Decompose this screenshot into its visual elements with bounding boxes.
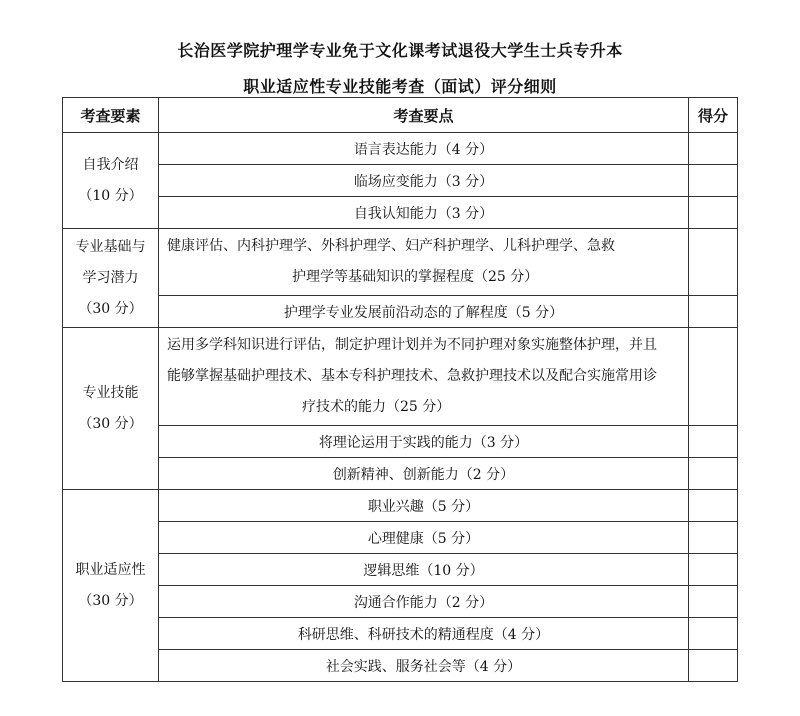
criterion-cell: [159, 229, 689, 296]
category-label: 学习潜力: [82, 269, 139, 286]
table-row: [63, 197, 738, 229]
table-row: [63, 426, 738, 458]
document-title-line1: 长治医学院护理学专业免于文化课考试退役大学生士兵专升本: [177, 41, 623, 60]
header-score: 得分: [689, 98, 738, 133]
document-title-line2: 职业适应性专业技能考查（面试）评分细则: [243, 77, 557, 96]
table-row: [63, 554, 738, 586]
table-row: [63, 165, 738, 197]
table-row: [63, 296, 738, 328]
criterion-cell: 创新精神、创新能力（2 分）: [159, 458, 689, 490]
criterion-line: 健康评估、内科护理学、外科护理学、妇产科护理学、儿科护理学、急救: [167, 238, 615, 254]
table-header-row: [63, 98, 738, 133]
table-row: [63, 618, 738, 650]
table-row: [63, 458, 738, 490]
category-label: 专业基础与: [75, 238, 146, 255]
category-self-intro: [63, 133, 159, 229]
score-cell[interactable]: [689, 328, 738, 426]
header-category: 考查要素: [63, 98, 159, 133]
score-cell[interactable]: [689, 490, 738, 522]
score-cell[interactable]: [689, 165, 738, 197]
table-row: [63, 133, 738, 165]
category-label: 自我介绍: [82, 156, 139, 173]
category-professional-skills: [63, 328, 159, 490]
scoring-table: [62, 97, 738, 682]
category-points: （30 分）: [78, 300, 143, 317]
criterion-line: 护理学等基础知识的掌握程度（25 分）: [292, 269, 539, 285]
criterion-cell: 自我认知能力（3 分）: [159, 197, 689, 229]
category-foundation: [63, 229, 159, 328]
criterion-line: 运用多学科知识进行评估，制定护理计划并为不同护理对象实施整体护理，并且: [167, 337, 657, 353]
category-label: 职业适应性: [75, 561, 146, 578]
criterion-cell: [159, 328, 689, 426]
criterion-cell: 临场应变能力（3 分）: [159, 165, 689, 197]
criterion-cell: 逻辑思维（10 分）: [159, 554, 689, 586]
criterion-cell: 职业兴趣（5 分）: [159, 490, 689, 522]
score-cell[interactable]: [689, 133, 738, 165]
score-cell[interactable]: [689, 554, 738, 586]
category-points: （10 分）: [78, 187, 143, 204]
category-label: 专业技能: [82, 384, 139, 401]
category-career-fit: [63, 490, 159, 682]
score-cell[interactable]: [689, 458, 738, 490]
score-cell[interactable]: [689, 197, 738, 229]
criterion-line: 能够掌握基础护理技术、基本专科护理技术、急救护理技术以及配合实施常用诊: [167, 368, 657, 384]
score-cell[interactable]: [689, 618, 738, 650]
table-row: [63, 229, 738, 296]
score-cell[interactable]: [689, 650, 738, 682]
criterion-cell: 科研思维、科研技术的精通程度（4 分）: [159, 618, 689, 650]
table-row: [63, 586, 738, 618]
criterion-cell: 将理论运用于实践的能力（3 分）: [159, 426, 689, 458]
category-points: （30 分）: [78, 592, 143, 609]
score-cell[interactable]: [689, 296, 738, 328]
score-cell[interactable]: [689, 522, 738, 554]
table-row: [63, 650, 738, 682]
criterion-cell: 社会实践、服务社会等（4 分）: [159, 650, 689, 682]
table-row: [63, 522, 738, 554]
table-row: [63, 328, 738, 426]
category-points: （30 分）: [78, 415, 143, 432]
criterion-line: 疗技术的能力（25 分）: [302, 399, 451, 415]
criterion-cell: 沟通合作能力（2 分）: [159, 586, 689, 618]
criterion-cell: 心理健康（5 分）: [159, 522, 689, 554]
header-points: 考查要点: [159, 98, 689, 133]
criterion-cell: 语言表达能力（4 分）: [159, 133, 689, 165]
criterion-cell: 护理学专业发展前沿动态的了解程度（5 分）: [159, 296, 689, 328]
score-cell[interactable]: [689, 426, 738, 458]
table-row: [63, 490, 738, 522]
score-cell[interactable]: [689, 229, 738, 296]
score-cell[interactable]: [689, 586, 738, 618]
